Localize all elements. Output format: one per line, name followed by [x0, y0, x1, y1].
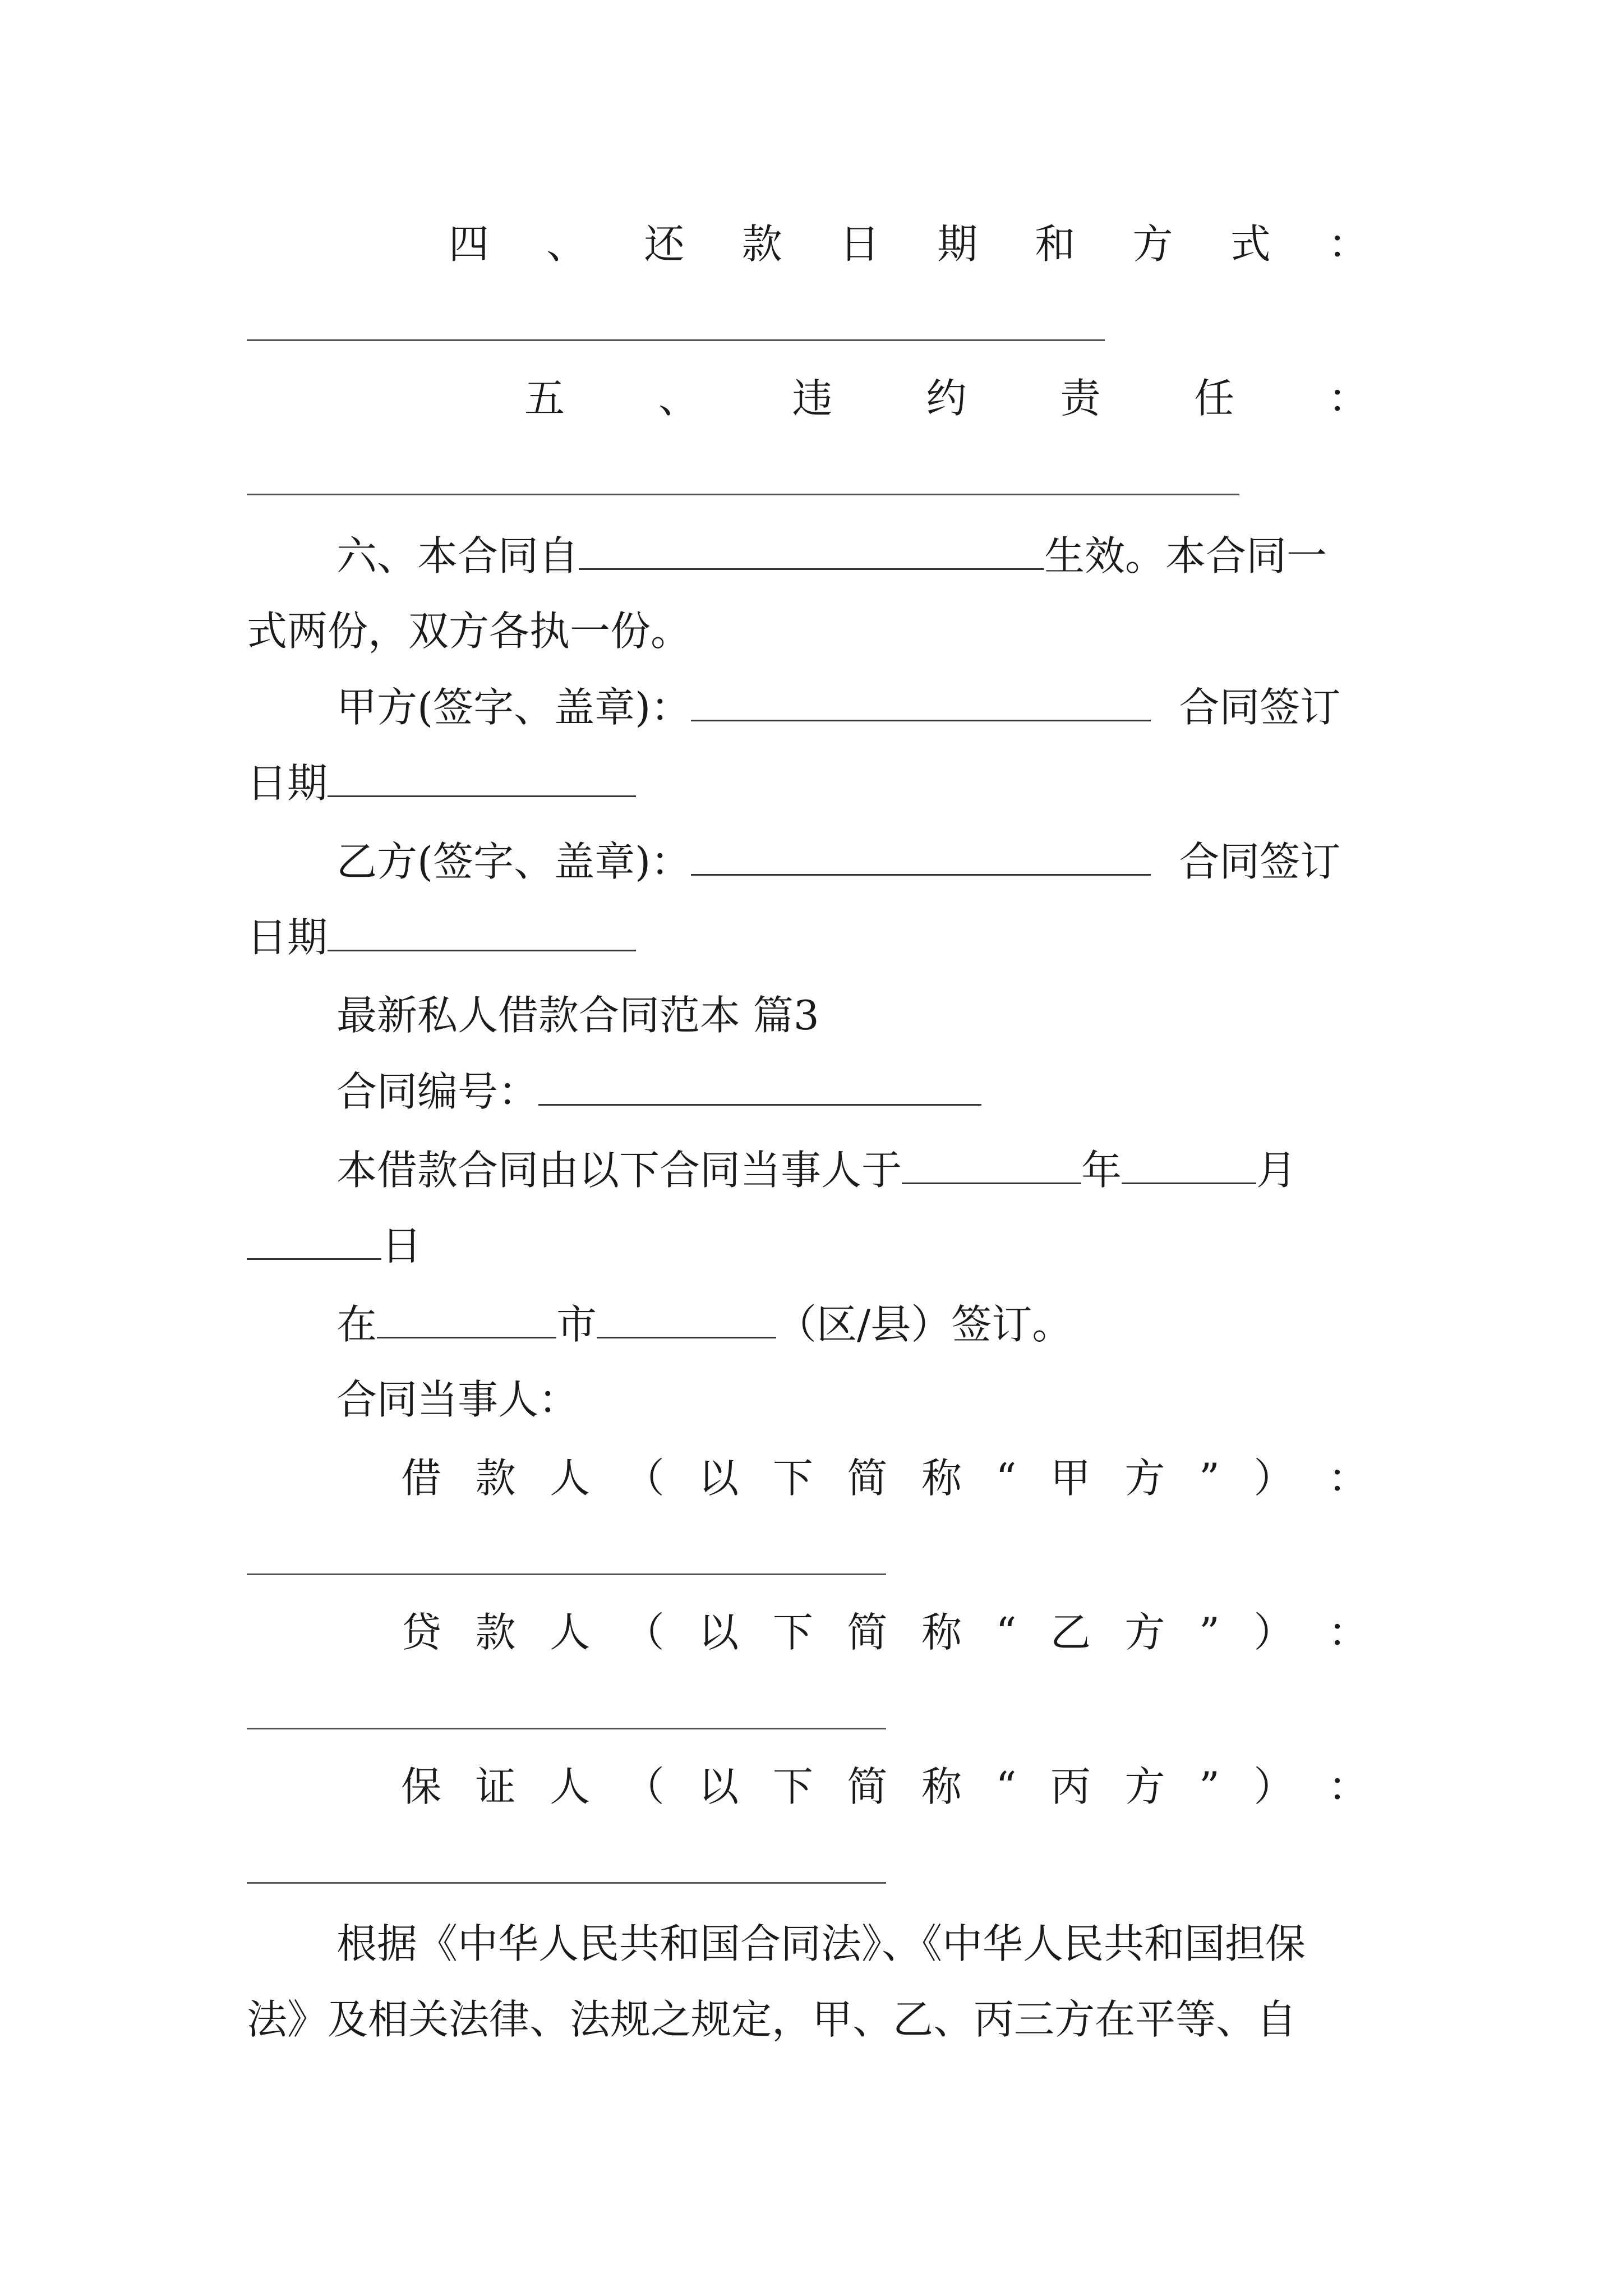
lender-line: [401, 1602, 1368, 1663]
signing-year-label: 年: [1081, 1147, 1122, 1194]
guarantor-char: 以: [698, 1763, 739, 1810]
lender-char: ：: [1327, 1609, 1368, 1656]
sec5-char: 约: [926, 375, 967, 422]
sec4-char: 还: [644, 220, 685, 268]
basis-text-2: 法》及相关法律、法规之规定，甲、乙、丙三方在平等、自: [247, 1996, 1297, 2043]
borrower-char: 以: [698, 1455, 739, 1502]
lender-char: ）: [1253, 1609, 1294, 1656]
section-6-line-1: [247, 524, 1481, 586]
sec5-char: 责: [1060, 375, 1101, 422]
heading-text: 最新私人借款合同范本 篇3: [336, 992, 819, 1039]
lender-char: 贷: [401, 1609, 442, 1656]
lender-char: 称: [921, 1609, 962, 1656]
basis-line-2: [247, 1989, 1391, 2050]
borrower-char: ”: [1198, 1455, 1220, 1502]
signing-day-line: [247, 1214, 1391, 1276]
party-a-date-blank[interactable]: [328, 752, 636, 797]
borrower-char: 方: [1124, 1455, 1165, 1502]
sec4-char: ：: [1327, 220, 1368, 268]
place-city-label: 市: [556, 1301, 597, 1348]
signing-month-label: 月: [1256, 1147, 1297, 1194]
signing-date-line: [247, 1139, 1481, 1200]
guarantor-char: ：: [1327, 1763, 1368, 1810]
parties-label: 合同当事人：: [336, 1376, 579, 1423]
guarantor-char: （: [624, 1763, 665, 1810]
section-6-line-2: [247, 600, 1391, 662]
section-4-heading: [449, 213, 1368, 275]
borrower-char: 人: [550, 1455, 591, 1502]
borrower-char: 下: [772, 1455, 813, 1502]
party-a-date-line: [247, 752, 1391, 813]
sec4-char: 、: [546, 220, 587, 268]
lender-char: 款: [475, 1609, 516, 1656]
parties-label-line: [247, 1369, 1481, 1430]
lender-char: 人: [550, 1609, 591, 1656]
guarantor-char: 丙: [1050, 1763, 1091, 1810]
party-a-date-text: 日期: [247, 760, 328, 807]
guarantor-char: 人: [550, 1763, 591, 1810]
party-a-signature-line: [247, 676, 1481, 738]
sec6-mid: 生效。本合同一: [1044, 532, 1327, 579]
guarantor-blank-line[interactable]: [247, 1882, 886, 1884]
borrower-char: “: [995, 1455, 1017, 1502]
contract-number-line: [247, 1060, 1481, 1122]
place-district-blank[interactable]: [597, 1293, 776, 1338]
lender-char: 方: [1124, 1609, 1165, 1656]
sec4-char: 款: [741, 220, 782, 268]
sec6-prefix: 六、本合同自: [336, 532, 579, 579]
section-5-blank-line[interactable]: [247, 494, 1239, 495]
signing-day-blank[interactable]: [247, 1214, 381, 1260]
borrower-char: （: [624, 1455, 665, 1502]
guarantor-line: [401, 1756, 1368, 1818]
borrower-char: 简: [847, 1455, 888, 1502]
sec5-char: ：: [1327, 375, 1368, 422]
party-b-sign-label: 乙方(签字、盖章)：: [336, 838, 691, 885]
borrower-char: ）: [1253, 1455, 1294, 1502]
signing-prefix: 本借款合同由以下合同当事人于: [336, 1147, 902, 1194]
place-city-blank[interactable]: [377, 1293, 556, 1338]
lender-char: 乙: [1050, 1609, 1091, 1656]
sec4-char: 和: [1035, 220, 1076, 268]
guarantor-char: 称: [921, 1763, 962, 1810]
party-a-date-label: 合同签订: [1179, 684, 1341, 731]
party-b-date-line: [247, 906, 1391, 968]
sec4-char: 期: [937, 220, 978, 268]
place-prefix: 在: [336, 1301, 377, 1348]
effective-date-blank[interactable]: [579, 524, 1044, 570]
guarantor-char: 下: [772, 1763, 813, 1810]
guarantor-char: 证: [475, 1763, 516, 1810]
party-a-sign-label: 甲方(签字、盖章)：: [336, 684, 691, 731]
lender-char: ”: [1198, 1609, 1220, 1656]
lender-char: “: [995, 1609, 1017, 1656]
guarantor-char: 简: [847, 1763, 888, 1810]
borrower-char: ：: [1327, 1455, 1368, 1502]
party-b-date-text: 日期: [247, 914, 328, 961]
sec6-line2: 式两份，双方各执一份。: [247, 608, 691, 655]
party-b-date-blank[interactable]: [328, 906, 636, 951]
borrower-char: 称: [921, 1455, 962, 1502]
basis-line-1: [247, 1913, 1481, 1975]
borrower-char: 借: [401, 1455, 442, 1502]
signing-year-blank[interactable]: [902, 1139, 1081, 1184]
borrower-char: 甲: [1050, 1455, 1091, 1502]
signing-month-blank[interactable]: [1122, 1139, 1256, 1184]
signing-day-label: 日: [381, 1222, 422, 1269]
section-5-heading: [524, 367, 1368, 429]
lender-blank-line[interactable]: [247, 1728, 886, 1729]
section-4-blank-line[interactable]: [247, 339, 1105, 341]
lender-char: 下: [772, 1609, 813, 1656]
party-b-date-label: 合同签订: [1179, 838, 1341, 885]
sec5-char: 违: [792, 375, 833, 422]
lender-char: 简: [847, 1609, 888, 1656]
guarantor-char: ）: [1253, 1763, 1294, 1810]
lender-char: 以: [698, 1609, 739, 1656]
guarantor-char: ”: [1198, 1763, 1220, 1810]
borrower-blank-line[interactable]: [247, 1573, 886, 1575]
contract-number-blank[interactable]: [538, 1060, 981, 1106]
contract-number-label: 合同编号：: [336, 1068, 539, 1115]
basis-text-1: 根据《中华人民共和国合同法》、《中华人民共和国担保: [336, 1920, 1306, 1967]
sec4-char: 四: [449, 220, 490, 268]
borrower-char: 款: [475, 1455, 516, 1502]
sec4-char: 式: [1230, 220, 1271, 268]
place-district-label: （区/县）签订。: [776, 1301, 1073, 1348]
sec5-char: 五: [524, 375, 565, 422]
signing-place-line: [247, 1293, 1481, 1355]
guarantor-char: 方: [1124, 1763, 1165, 1810]
party-b-sign-blank[interactable]: [691, 830, 1151, 876]
sec5-char: 任: [1194, 375, 1235, 422]
sec4-char: 日: [839, 220, 880, 268]
party-a-sign-blank[interactable]: [691, 676, 1151, 721]
borrower-line: [401, 1447, 1368, 1509]
sec4-char: 方: [1132, 220, 1173, 268]
sec5-char: 、: [658, 375, 699, 422]
guarantor-char: 保: [401, 1763, 442, 1810]
party-b-signature-line: [247, 830, 1481, 892]
lender-char: （: [624, 1609, 665, 1656]
guarantor-char: “: [995, 1763, 1017, 1810]
section-heading: [247, 984, 1481, 1046]
